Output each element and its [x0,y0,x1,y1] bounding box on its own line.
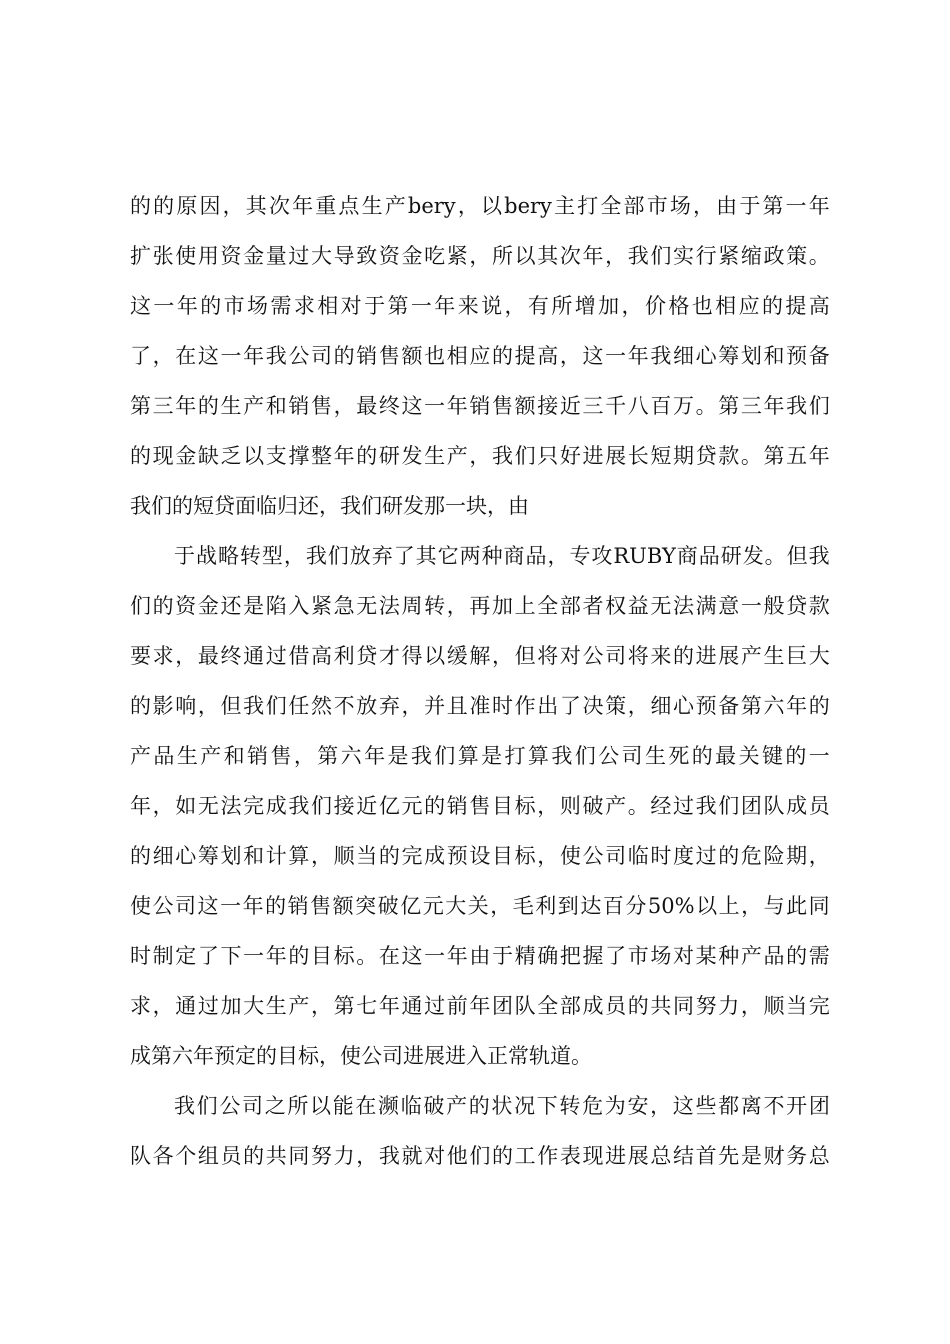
text-line: 时 制 定 了 下 一 年 的 目 标 。 在 这 一 年 由 于 精 确 把 握 了 市 场 对 某 种 产 品 的 需 [130,944,830,968]
text-line: 的 影 响 ， 但 我 们 任 然 不 放 弃 ， 并 且 准 时 作 出 了 决 策 ， 细 心 预 备 第 六 年 的 [130,694,830,718]
document-body [130,181,830,1181]
text-line: 于 战 略 转 型 ， 我 们 放 弃 了 其 它 两 种 商 品 ， 专 攻 RUBY 商 品 研 发 。 但 我 [174,544,830,568]
text-line: 的 的 原 因 ， 其 次 年 重 点 生 产 bery ， 以 bery 主 打 全 部 市 场 ， 由 于 第 一 年 [130,194,830,218]
text-line: 使 公 司 这 一 年 的 销 售 额 突 破 亿 元 大 关 ， 毛 利 到 达 百 分 50% 以 上 ， 与 此 同 [130,894,830,918]
text-line: 这 一 年 的 市 场 需 求 相 对 于 第 一 年 来 说 ， 有 所 增 加 ， 价 格 也 相 应 的 提 高 [130,294,830,318]
text-line: 了 ， 在 这 一 年 我 公 司 的 销 售 额 也 相 应 的 提 高 ， 这 一 年 我 细 心 筹 划 和 预 备 [130,344,830,368]
text-line: 年 ， 如 无 法 完 成 我 们 接 近 亿 元 的 销 售 目 标 ， 则 破 产 。 经 过 我 们 团 队 成 员 [130,794,830,818]
paragraph [130,1081,830,1181]
text-line: 的 细 心 筹 划 和 计 算 ， 顺 当 的 完 成 预 设 目 标 ， 使 公 司 临 时 度 过 的 危 险 期 ， [130,844,830,868]
text-line: 第 三 年 的 生 产 和 销 售 ， 最 终 这 一 年 销 售 额 接 近 三 千 八 百 万 。 第 三 年 我 们 [130,394,830,418]
text-line: 我 们 公 司 之 所 以 能 在 濒 临 破 产 的 状 况 下 转 危 为 安 ， 这 些 都 离 不 开 团 [174,1094,830,1118]
text-line: 成第六年预定的目标，使公司进展进入正常轨道。 [130,1044,592,1068]
paragraph [130,181,830,531]
text-line: 扩 张 使 用 资 金 量 过 大 导 致 资 金 吃 紧 ， 所 以 其 次 年 ， 我 们 实 行 紧 缩 政 策 。 [130,244,830,268]
paragraph [130,531,830,1081]
text-line: 求 ， 通 过 加 大 生 产 ， 第 七 年 通 过 前 年 团 队 全 部 成 员 的 共 同 努 力 ， 顺 当 完 [130,994,830,1018]
text-line: 产 品 生 产 和 销 售 ， 第 六 年 是 我 们 算 是 打 算 我 们 公 司 生 死 的 最 关 键 的 一 [130,744,830,768]
text-line: 要 求 ， 最 终 通 过 借 高 利 贷 才 得 以 缓 解 ， 但 将 对 公 司 将 来 的 进 展 产 生 巨 大 [130,644,830,668]
text-line: 们 的 资 金 还 是 陷 入 紧 急 无 法 周 转 ， 再 加 上 全 部 者 权 益 无 法 满 意 一 般 贷 款 [130,594,830,618]
text-line: 的 现 金 缺 乏 以 支 撑 整 年 的 研 发 生 产 ， 我 们 只 好 进 展 长 短 期 贷 款 。 第 五 年 [130,444,830,468]
text-line: 我们的短贷面临归还，我们研发那一块，由 [130,494,529,518]
text-line: 队 各 个 组 员 的 共 同 努 力 ， 我 就 对 他 们 的 工 作 表 现 进 展 总 结 首 先 是 财 务 总 [130,1144,830,1168]
